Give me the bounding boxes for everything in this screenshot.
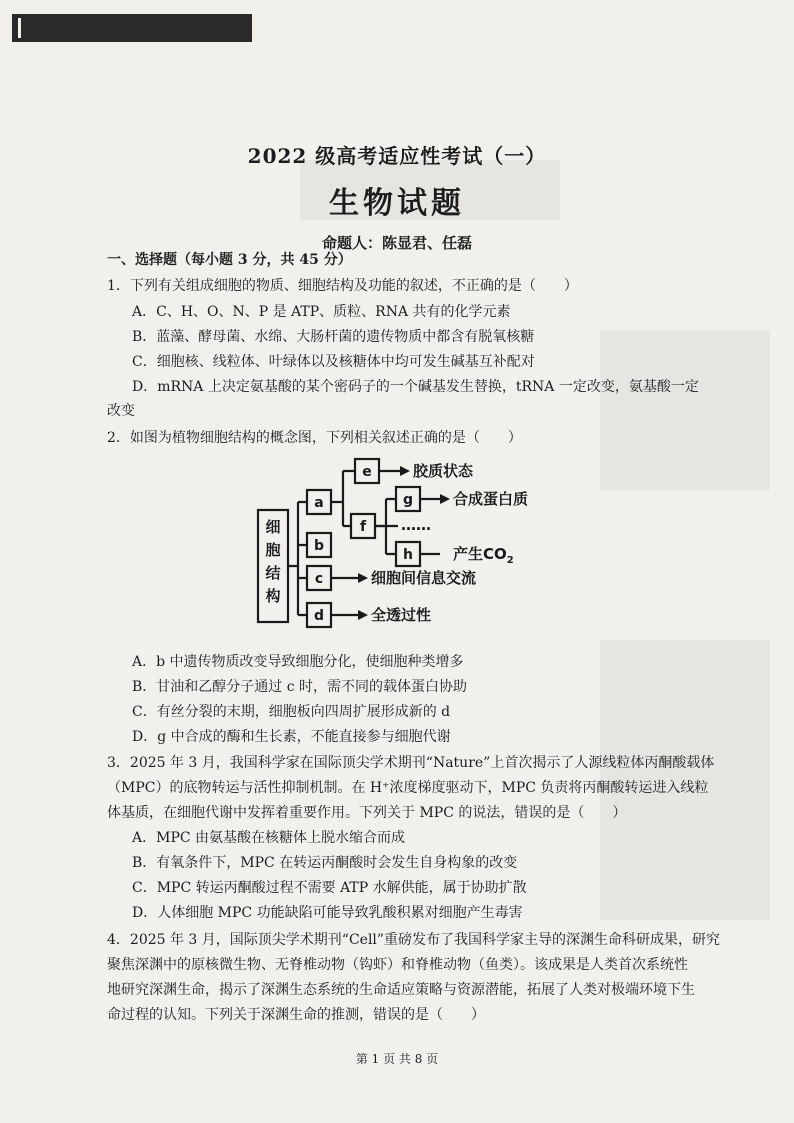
question-3-option-d: D．人体细胞 MPC 功能缺陷可能导致乳酸积累对细胞产生毒害 <box>132 905 523 921</box>
node-d: d <box>313 608 325 624</box>
subject-title: 生物试题 <box>329 186 465 221</box>
section-heading: 一、选择题（每小题 3 分，共 45 分） <box>107 252 352 268</box>
node-h: h <box>403 547 413 563</box>
question-3-line-1: 3．2025 年 3 月，我国科学家在国际顶尖学术期刊“Nature”上首次揭示了人源线粒体丙酮酸载体 <box>107 755 715 771</box>
root-char-1: 细 <box>265 518 281 536</box>
root-char-2: 胞 <box>265 541 281 559</box>
question-4-line-3: 地研究深渊生命，揭示了深渊生态系统的生命适应策略与资源潜能，拓展了人类对极端环境下生 <box>107 982 695 998</box>
node-e: e <box>362 464 372 480</box>
question-2-option-a: A．b 中遗传物质改变导致细胞分化，使细胞种类增多 <box>132 654 464 670</box>
question-1-stem: 1．下列有关组成细胞的物质、细胞结构及功能的叙述，不正确的是（ ） <box>107 278 578 294</box>
label-d: 全透过性 <box>371 606 432 624</box>
label-h: 产生$CO_2$ <box>453 545 514 566</box>
label-c: 细胞间信息交流 <box>371 569 477 587</box>
label-g: 合成蛋白质 <box>453 490 529 508</box>
bleed-through-text <box>600 330 770 490</box>
question-2-option-c: C．有丝分裂的末期，细胞板向四周扩展形成新的 d <box>132 704 451 720</box>
question-3-option-b: B．有氧条件下，MPC 在转运丙酮酸时会发生自身构象的改变 <box>132 855 518 871</box>
question-2-option-d: D．g 中合成的酶和生长素，不能直接参与细胞代谢 <box>132 729 451 745</box>
question-1-option-b: B．蓝藻、酵母菌、水绵、大肠杆菌的遗传物质中都含有脱氧核糖 <box>132 329 535 345</box>
question-1-option-d: D．mRNA 上决定氨基酸的某个密码子的一个碱基发生替换，tRNA 一定改变，氨基酸一定 <box>132 379 699 395</box>
question-1-option-c: C．细胞核、线粒体、叶绿体以及核糖体中均可发生碱基互补配对 <box>132 354 535 370</box>
node-c: c <box>314 571 324 587</box>
root-char-4: 构 <box>265 587 281 605</box>
node-b: b <box>313 538 325 554</box>
page-footer: 第 1 页 共 8 页 <box>355 1052 439 1066</box>
question-1-option-a: A．C、H、O、N、P 是 ATP、质粒、RNA 共有的化学元素 <box>132 304 511 320</box>
scan-edge-mark <box>12 14 252 42</box>
question-1-option-d-cont: 改变 <box>107 403 135 419</box>
node-a: a <box>314 495 324 511</box>
question-2-stem: 2．如图为植物细胞结构的概念图，下列相关叙述正确的是（ ） <box>107 430 522 446</box>
node-f: f <box>359 519 367 535</box>
root-char-3: 结 <box>265 564 281 582</box>
question-2-option-b: B．甘油和乙醇分子通过 c 时，需不同的载体蛋白协助 <box>132 679 468 695</box>
label-e: 胶质状态 <box>413 462 474 480</box>
question-4-line-1: 4．2025 年 3 月，国际顶尖学术期刊“Cell”重磅发布了我国科学家主导的深渊生命科研成果，研究 <box>107 932 721 948</box>
label-f: …… <box>401 516 431 534</box>
question-3-option-c: C．MPC 转运丙酮酸过程不需要 ATP 水解供能，属于协助扩散 <box>132 880 527 896</box>
question-3-line-3: 体基质，在细胞代谢中发挥着重要作用。下列关于 MPC 的说法，错误的是（ ） <box>107 805 627 821</box>
authors-line: 命题人：陈显君、任磊 <box>321 234 472 252</box>
question-3-line-2: （MPC）的底物转运与活性抑制机制。在 H⁺浓度梯度驱动下，MPC 负责将丙酮酸转运进入线粒 <box>107 780 709 796</box>
question-4-line-2: 聚焦深渊中的原核微生物、无脊椎动物（钩虾）和脊椎动物（鱼类）。该成果是人类首次系统性 <box>107 957 688 973</box>
node-g: g <box>402 492 414 508</box>
question-3-option-a: A．MPC 由氨基酸在核糖体上脱水缩合而成 <box>132 830 406 846</box>
question-4-line-4: 命过程的认知。下列关于深渊生命的推测，错误的是（ ） <box>107 1007 485 1023</box>
exam-title: 2022 级高考适应性考试（一） <box>247 144 547 168</box>
